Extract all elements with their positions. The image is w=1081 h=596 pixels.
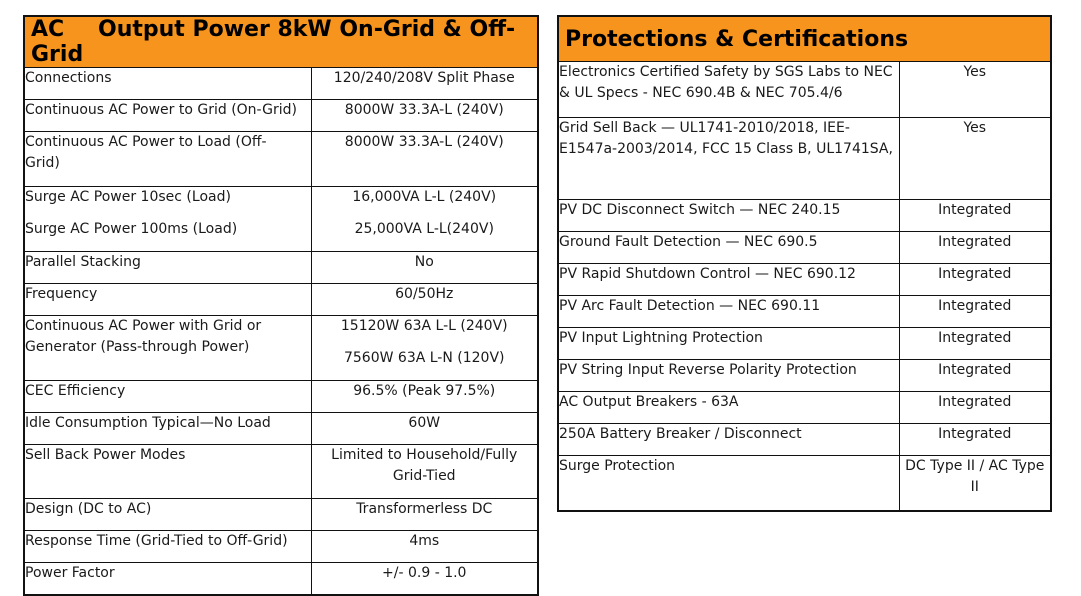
table-row [24, 68, 538, 100]
row-value [899, 456, 1051, 511]
row-value: Integrated [899, 296, 1051, 328]
table-row [24, 563, 538, 595]
row-label: Connections [24, 68, 311, 100]
row-value-line: 16,000VA L-L (240V) [352, 189, 497, 205]
row-value [311, 187, 538, 252]
table-row [24, 531, 538, 563]
row-value-line: 25,000VA L-L(240V) [354, 221, 494, 237]
table-row [24, 499, 538, 531]
table-header: Protections & Certifications [558, 16, 1051, 62]
table-row [558, 200, 1051, 232]
table-row [558, 296, 1051, 328]
row-value: 120/240/208V Split Phase [311, 68, 538, 100]
row-value: 60/50Hz [311, 284, 538, 316]
row-value: No [311, 252, 538, 284]
row-value-line: II [970, 479, 979, 495]
table-header-row [558, 16, 1051, 62]
row-label [558, 62, 899, 118]
row-value: Yes [899, 118, 1051, 200]
row-label: AC Output Breakers - 63A [558, 392, 899, 424]
row-label: Parallel Stacking [24, 252, 311, 284]
ac-output-spec-table [23, 15, 539, 596]
row-value-line: Grid-Tied [392, 468, 456, 484]
row-value-line: DC Type II / AC Type [905, 458, 1045, 474]
table-row [24, 381, 538, 413]
row-label-line: Generator (Pass-through Power) [25, 339, 250, 355]
row-value [311, 445, 538, 499]
table-row [558, 360, 1051, 392]
table-row [558, 456, 1051, 511]
table-row [558, 392, 1051, 424]
row-label: PV String Input Reverse Polarity Protection [558, 360, 899, 392]
table-row [24, 413, 538, 445]
row-label [24, 187, 311, 252]
table-row [24, 316, 538, 381]
header-title: Output Power 8kW On-Grid & Off-Grid [31, 17, 516, 67]
row-label-line: Surge AC Power 10sec (Load) [25, 189, 231, 205]
table-row [24, 284, 538, 316]
table-row [24, 252, 538, 284]
row-label: Ground Fault Detection — NEC 690.5 [558, 232, 899, 264]
row-label-line: Electronics Certified Safety by SGS Labs to NEC [559, 64, 893, 80]
table-header [24, 16, 538, 68]
row-value: Integrated [899, 264, 1051, 296]
row-value: Yes [899, 62, 1051, 118]
row-label-line: Grid) [25, 155, 60, 171]
row-value-line: 15120W 63A L-L (240V) [340, 318, 508, 334]
row-label [24, 316, 311, 381]
row-value: 8000W 33.3A-L (240V) [311, 132, 538, 187]
row-label: Continuous AC Power to Grid (On-Grid) [24, 100, 311, 132]
table-row [558, 424, 1051, 456]
row-value: 96.5% (Peak 97.5%) [311, 381, 538, 413]
row-value: Integrated [899, 232, 1051, 264]
row-label: Frequency [24, 284, 311, 316]
row-label [24, 132, 311, 187]
row-label-line: E1547a-2003/2014, FCC 15 Class B, UL1741SA, [559, 141, 893, 157]
row-value: 8000W 33.3A-L (240V) [311, 100, 538, 132]
row-label: Idle Consumption Typical—No Load [24, 413, 311, 445]
row-value: Integrated [899, 360, 1051, 392]
row-value-line: Limited to Household/Fully [331, 447, 518, 463]
row-value [311, 316, 538, 381]
row-label: PV Arc Fault Detection — NEC 690.11 [558, 296, 899, 328]
row-value: 4ms [311, 531, 538, 563]
table-row [24, 132, 538, 187]
row-value: Integrated [899, 424, 1051, 456]
row-label: Surge Protection [558, 456, 899, 511]
table-row [558, 264, 1051, 296]
table-row [24, 100, 538, 132]
row-label: Design (DC to AC) [24, 499, 311, 531]
row-label: PV DC Disconnect Switch — NEC 240.15 [558, 200, 899, 232]
row-label-line: Grid Sell Back — UL1741-2010/2018, IEE- [559, 120, 850, 136]
table-row [558, 118, 1051, 200]
row-label-line: Continuous AC Power to Load (Off- [25, 134, 267, 150]
table-header-row [24, 16, 538, 68]
row-value: Transformerless DC [311, 499, 538, 531]
row-label [558, 118, 899, 200]
row-label: PV Input Lightning Protection [558, 328, 899, 360]
row-value-line: 7560W 63A L-N (120V) [343, 350, 505, 366]
row-value: 60W [311, 413, 538, 445]
table-row [558, 232, 1051, 264]
row-value: +/- 0.9 - 1.0 [311, 563, 538, 595]
table-row [558, 62, 1051, 118]
row-label: 250A Battery Breaker / Disconnect [558, 424, 899, 456]
row-label-line: Surge AC Power 100ms (Load) [25, 221, 238, 237]
row-label: Response Time (Grid-Tied to Off-Grid) [24, 531, 311, 563]
table-row [24, 445, 538, 499]
row-value: Integrated [899, 328, 1051, 360]
protections-certifications-table [557, 15, 1052, 512]
row-label: Power Factor [24, 563, 311, 595]
table-row [558, 328, 1051, 360]
row-label: CEC Efficiency [24, 381, 311, 413]
row-label: PV Rapid Shutdown Control — NEC 690.12 [558, 264, 899, 296]
header-tag: AC [31, 17, 65, 42]
row-label-line: & UL Specs - NEC 690.4B & NEC 705.4/6 [559, 85, 843, 101]
row-value: Integrated [899, 200, 1051, 232]
row-label-line: Continuous AC Power with Grid or [25, 318, 262, 334]
row-value: Integrated [899, 392, 1051, 424]
row-label: Sell Back Power Modes [24, 445, 311, 499]
table-row [24, 187, 538, 252]
